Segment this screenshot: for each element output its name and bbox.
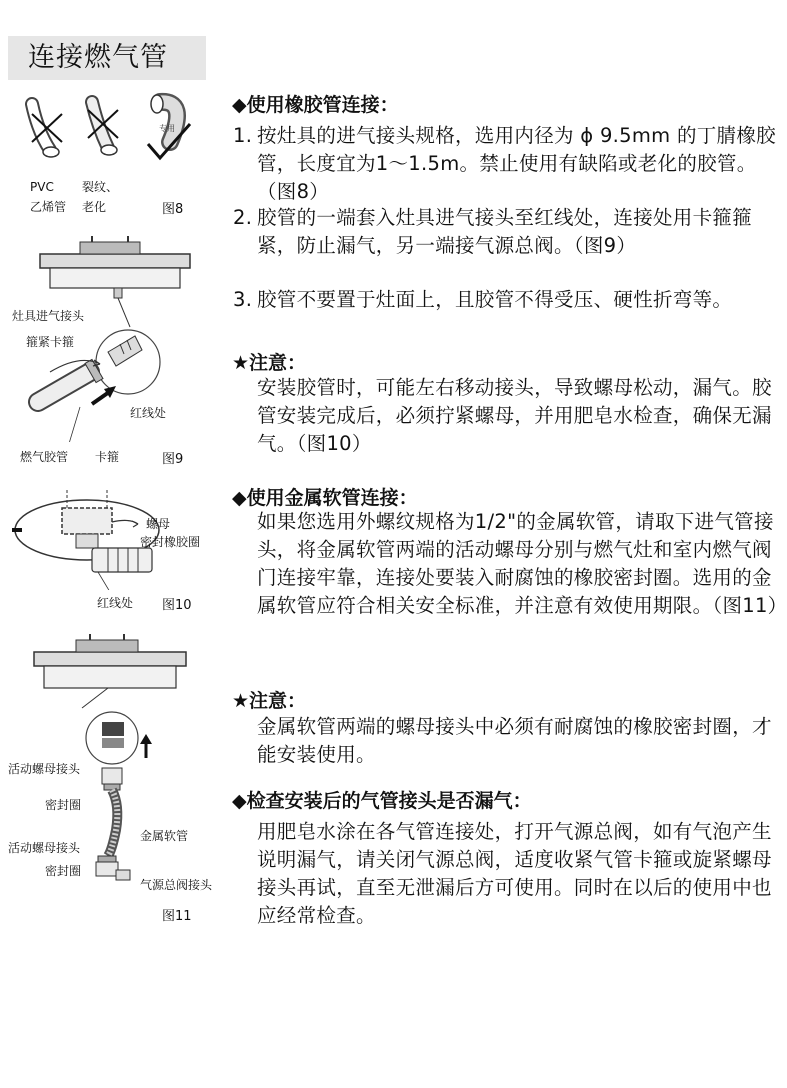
fig10-label-nut: 螺母 <box>146 517 171 531</box>
item-text: 胶管的一端套入灶具进气接头至红线处，连接处用卡箍箍紧，防止漏气，另一端接气源总阀。（图9） <box>257 206 753 257</box>
fig11-caption: 图11 <box>162 909 192 924</box>
fig10-label-seal: 密封橡胶圈 <box>140 535 201 549</box>
leak-check-text: 用肥皂水涂在各气管连接处，打开气源总阀，如有气泡产生说明漏气，请关闭气源总阀，适度收紧气管卡箍或旋紧螺母接头再试，直至无泄漏后方可使用。同时在以后的使用中也应经常检查。 <box>257 820 772 927</box>
fig9-label-clamp-tighten: 箍紧卡箍 <box>26 335 75 349</box>
fig10-caption: 图10 <box>162 598 192 613</box>
note-2-text: 金属软管两端的螺母接头中必须有耐腐蚀的橡胶密封圈，才能安装使用。 <box>257 715 772 766</box>
rubber-hose-heading: ◆使用橡胶管连接： <box>232 94 399 116</box>
note-1-heading: ★注意： <box>232 352 307 374</box>
note-1-text: 安装胶管时，可能左右移动接头，导致螺母松动，漏气。胶管安装完成后，必须拧紧螺母，并用肥皂水检查，确保无漏气。（图10） <box>257 376 772 455</box>
note-2-heading: ★注意： <box>232 690 307 712</box>
fig8-caption: 图8 <box>162 202 184 217</box>
item-number: 3. <box>233 288 253 311</box>
metal-hose-text: 如果您选用外螺纹规格为1/2"的金属软管，请取下进气管接头，将金属软管两端的活动螺母分别与燃气灶和室内燃气阀门连接牢靠，连接处要装入耐腐蚀的橡胶密封圈。选用的金属软管应符合相关安全标准，并注意有效使用期限。（图11） <box>257 510 787 617</box>
fig11-label-nut-joint-2: 活动螺母接头 <box>8 841 81 855</box>
item-number: 2. <box>233 206 253 229</box>
fig8-label-cracked: 裂纹、 老化 <box>82 180 119 214</box>
fig9-label-red-line: 红线处 <box>130 406 167 420</box>
fig9-label-inlet: 灶具进气接头 <box>12 309 85 323</box>
fig8-label-pvc: PVC 乙烯管 <box>30 180 67 214</box>
fig11-label-seal-1: 密封圈 <box>45 798 82 812</box>
leak-check-heading: ◆检查安装后的气管接头是否漏气： <box>232 790 532 812</box>
rubber-item-3 <box>233 286 783 342</box>
page-title: 连接燃气管 <box>8 36 206 80</box>
fig9-label-gas-hose: 燃气胶管 <box>20 450 69 464</box>
fig11-label-nut-joint-1: 活动螺母接头 <box>8 762 81 776</box>
item-text: 胶管不要置于灶面上，且胶管不得受压、硬性折弯等。 <box>257 288 733 311</box>
item-number: 1. <box>233 124 253 147</box>
metal-hose-heading: ◆使用金属软管连接： <box>232 487 418 509</box>
fig9-caption: 图9 <box>162 452 184 467</box>
fig11-label-metal-hose: 金属软管 <box>140 829 189 843</box>
rubber-item-1 <box>233 122 783 206</box>
fig10-label-red-line: 红线处 <box>97 596 134 610</box>
fig9-label-clamp: 卡箍 <box>95 450 120 464</box>
rubber-item-2 <box>233 204 783 288</box>
fig11-label-seal-2: 密封圈 <box>45 864 82 878</box>
special-hose-label: 专用 <box>159 124 175 133</box>
fig11-label-valve-joint: 气源总阀接头 <box>140 878 213 892</box>
item-text: 按灶具的进气接头规格，选用内径为 ϕ 9.5mm 的丁腈橡胶管，长度宜为1～1.5m。禁止使用有缺陷或老化的胶管。（图8） <box>257 124 776 203</box>
